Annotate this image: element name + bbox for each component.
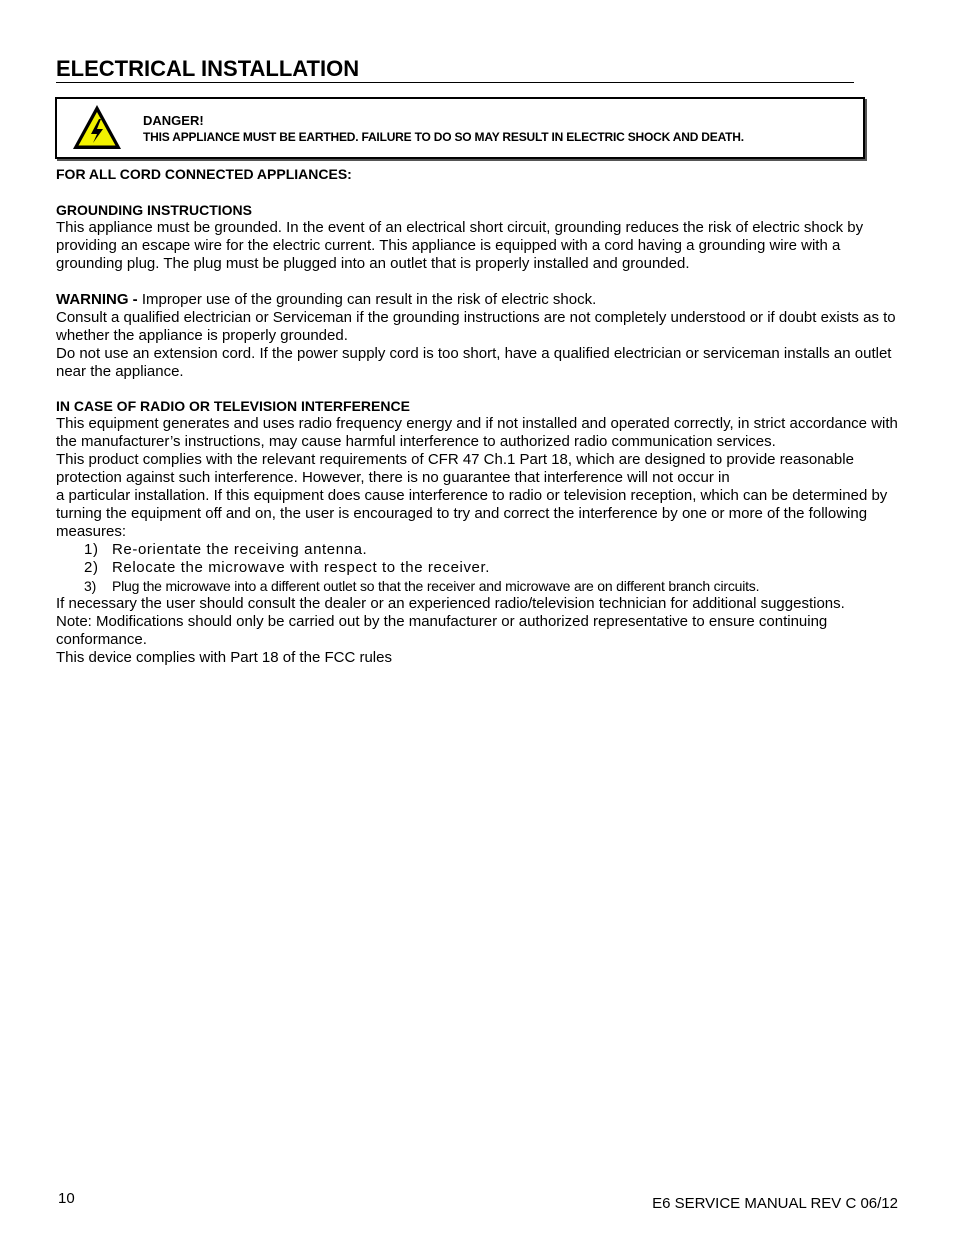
danger-heading: DANGER! <box>143 113 204 128</box>
fcc-compliance-text: This device complies with Part 18 of the FCC rules <box>56 649 392 666</box>
list-item-text: Relocate the microwave with respect to the receiver. <box>112 559 491 576</box>
measures-list <box>56 541 900 595</box>
list-item <box>56 577 900 595</box>
cord-connected-heading: FOR ALL CORD CONNECTED APPLIANCES: <box>56 166 352 182</box>
extension-cord-text: Do not use an extension cord. If the power supply cord is too short, have a qualified electrician or serviceman installs an outlet near the appliance. <box>56 345 892 380</box>
manual-revision: E6 SERVICE MANUAL REV C 06/12 <box>652 1195 898 1212</box>
danger-text: THIS APPLIANCE MUST BE EARTHED. FAILURE TO DO SO MAY RESULT IN ELECTRIC SHOCK AND DEATH. <box>143 130 744 144</box>
interference-paragraph-2a: This product complies with the relevant requirements of CFR 47 Ch.1 Part 18, which are designed to provide reasonable protection against such interference. However, there is no guarantee that interference will not occur in <box>56 451 854 486</box>
warning-label: WARNING - <box>56 291 138 308</box>
dealer-text: If necessary the user should consult the dealer or an experienced radio/television technician for additional suggestions. <box>56 595 845 612</box>
list-item-number: 1) <box>84 541 99 558</box>
danger-notice-box <box>55 97 865 159</box>
list-item-number: 3) <box>84 578 97 594</box>
document-body <box>56 165 900 667</box>
list-item-text: Re-orientate the receiving antenna. <box>112 541 368 558</box>
consult-text: Consult a qualified electrician or Serviceman if the grounding instructions are not completely understood or if doubt exists as to whether the appliance is properly grounded. <box>56 309 896 344</box>
interference-paragraph-1: This equipment generates and uses radio frequency energy and if not installed and operated correctly, in strict accordance with the manufacturer’s instructions, may cause harmful interference to authorized radio communication services. <box>56 415 898 450</box>
interference-heading: IN CASE OF RADIO OR TELEVISION INTERFERENCE <box>56 398 410 414</box>
grounding-heading: GROUNDING INSTRUCTIONS <box>56 202 252 218</box>
list-item-text: Plug the microwave into a different outlet so that the receiver and microwave are on different branch circuits. <box>112 578 760 594</box>
page-title: ELECTRICAL INSTALLATION <box>56 56 854 83</box>
note-text: Note: Modifications should only be carried out by the manufacturer or authorized representative to ensure continuing conformance. <box>56 613 828 648</box>
grounding-text: This appliance must be grounded. In the event of an electrical short circuit, grounding reduces the risk of electric shock by providing an escape wire for the electric current. This appliance is equipped with a cord having a grounding wire with a grounding plug. The plug must be plugged into an outlet that is properly installed and grounded. <box>56 219 864 272</box>
page-number: 10 <box>58 1190 75 1207</box>
warning-paragraph <box>56 291 900 309</box>
list-item <box>56 559 900 577</box>
interference-paragraph-2b: a particular installation. If this equipment does cause interference to radio or television reception, which can be determined by turning the equipment off and on, the user is encouraged to try and correct the interference by one or more of the following measures: <box>56 487 888 540</box>
list-item <box>56 541 900 559</box>
warning-text: Improper use of the grounding can result in the risk of electric shock. <box>137 291 597 308</box>
list-item-number: 2) <box>84 559 99 576</box>
high-voltage-warning-icon <box>71 103 123 151</box>
